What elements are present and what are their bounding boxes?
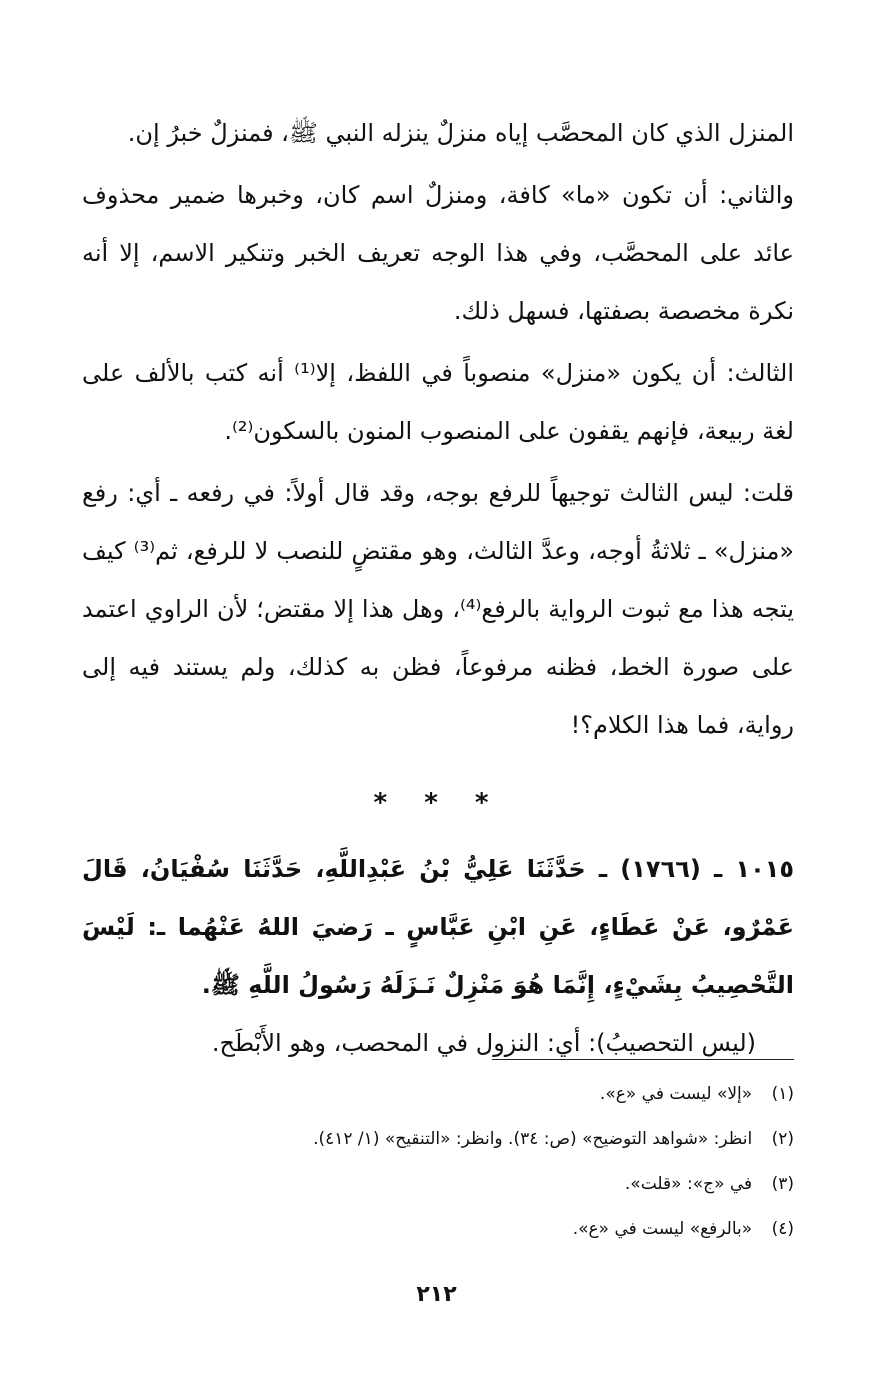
footnote-divider — [492, 1059, 794, 1060]
footnote-item — [82, 1072, 794, 1117]
paragraph-second-view: والثاني: أن تكون «ما» كافة، ومنزلٌ اسم كان، وخبرها ضمير محذوف عائد على المحصَّب، وفي هذا الوجه تعريف الخبر وتنكير الاسم، إلا أنه نكرة مخصصة بصفتها، فسهل ذلك. — [82, 181, 794, 325]
footnote-item — [82, 1162, 794, 1207]
footnote-number: (٢) — [771, 1129, 794, 1149]
paragraph-continuation: المنزل الذي كان المحصَّب إياه منزلٌ ينزله النبي ﷺ، فمنزلٌ خبرُ إن. — [127, 119, 794, 147]
footnote-text: انظر: «شواهد التوضيح» (ص: ٣٤). وانظر: «التنقيح» (١/ ٤١٢). — [313, 1129, 753, 1149]
paragraph-third-view: الثالث: أن يكون «منزل» منصوباً في اللفظ، إلا⁽¹⁾ أنه كتب بالألف على لغة ربيعة، فإنهم يقفون على المنصوب المنون بالسكون⁽²⁾. — [82, 359, 795, 445]
footnote-text: «إلا» ليست في «ع». — [599, 1084, 753, 1104]
page-number: ٢١٢ — [416, 1282, 457, 1307]
footnote-text: في «ج»: «قلت». — [624, 1174, 753, 1194]
paragraph-author-comment: قلت: ليس الثالث توجيهاً للرفع بوجه، وقد قال أولاً: في رفعه ـ أي: رفع «منزل» ـ ثلاثةُ أوجه، وعدَّ الثالث، وهو مقتضٍ للنصب لا للرفع، ثم⁽³⁾ كيف يتجه هذا مع ثبوت الرواية بالرفع⁽⁴⁾، وهل هذا إلا مقتض؛ لأن الراوي اعتمد على صورة الخط، فظنه مرفوعاً، فظن به كذلك، ولم يستند فيه إلى رواية، فما هذا الكلام؟! — [82, 479, 794, 739]
section-separator: * * * — [373, 788, 503, 818]
page-body — [82, 104, 794, 1072]
footnote-number: (٤) — [771, 1219, 794, 1239]
footnotes — [82, 1072, 794, 1252]
footnote-number: (١) — [771, 1084, 794, 1104]
footnote-number: (٣) — [771, 1174, 794, 1194]
footnote-item — [82, 1117, 794, 1162]
hadith-commentary: (ليس التحصيبُ): أي: النزول في المحصب، وهو الأَبْطَح. — [211, 1029, 756, 1057]
footnote-item — [82, 1207, 794, 1252]
footnote-text: «بالرفع» ليست في «ع». — [572, 1219, 753, 1239]
hadith-text: ١٠١٥ ـ (١٧٦٦) ـ حَدَّثَنَا عَلِيُّ بْنُ عَبْدِاللَّهِ، حَدَّثَنَا سُفْيَانُ، قَالَ عَمْرٌو، عَنْ عَطَاءٍ، عَنِ ابْنِ عَبَّاسٍ ـ رَضيَ اللهُ عَنْهُما ـ: لَيْسَ التَّحْصِيبُ بِشَيْءٍ، إِنَّمَا هُوَ مَنْزِلٌ نَـزَلَهُ رَسُولُ اللَّهِ ﷺ. — [82, 855, 795, 999]
